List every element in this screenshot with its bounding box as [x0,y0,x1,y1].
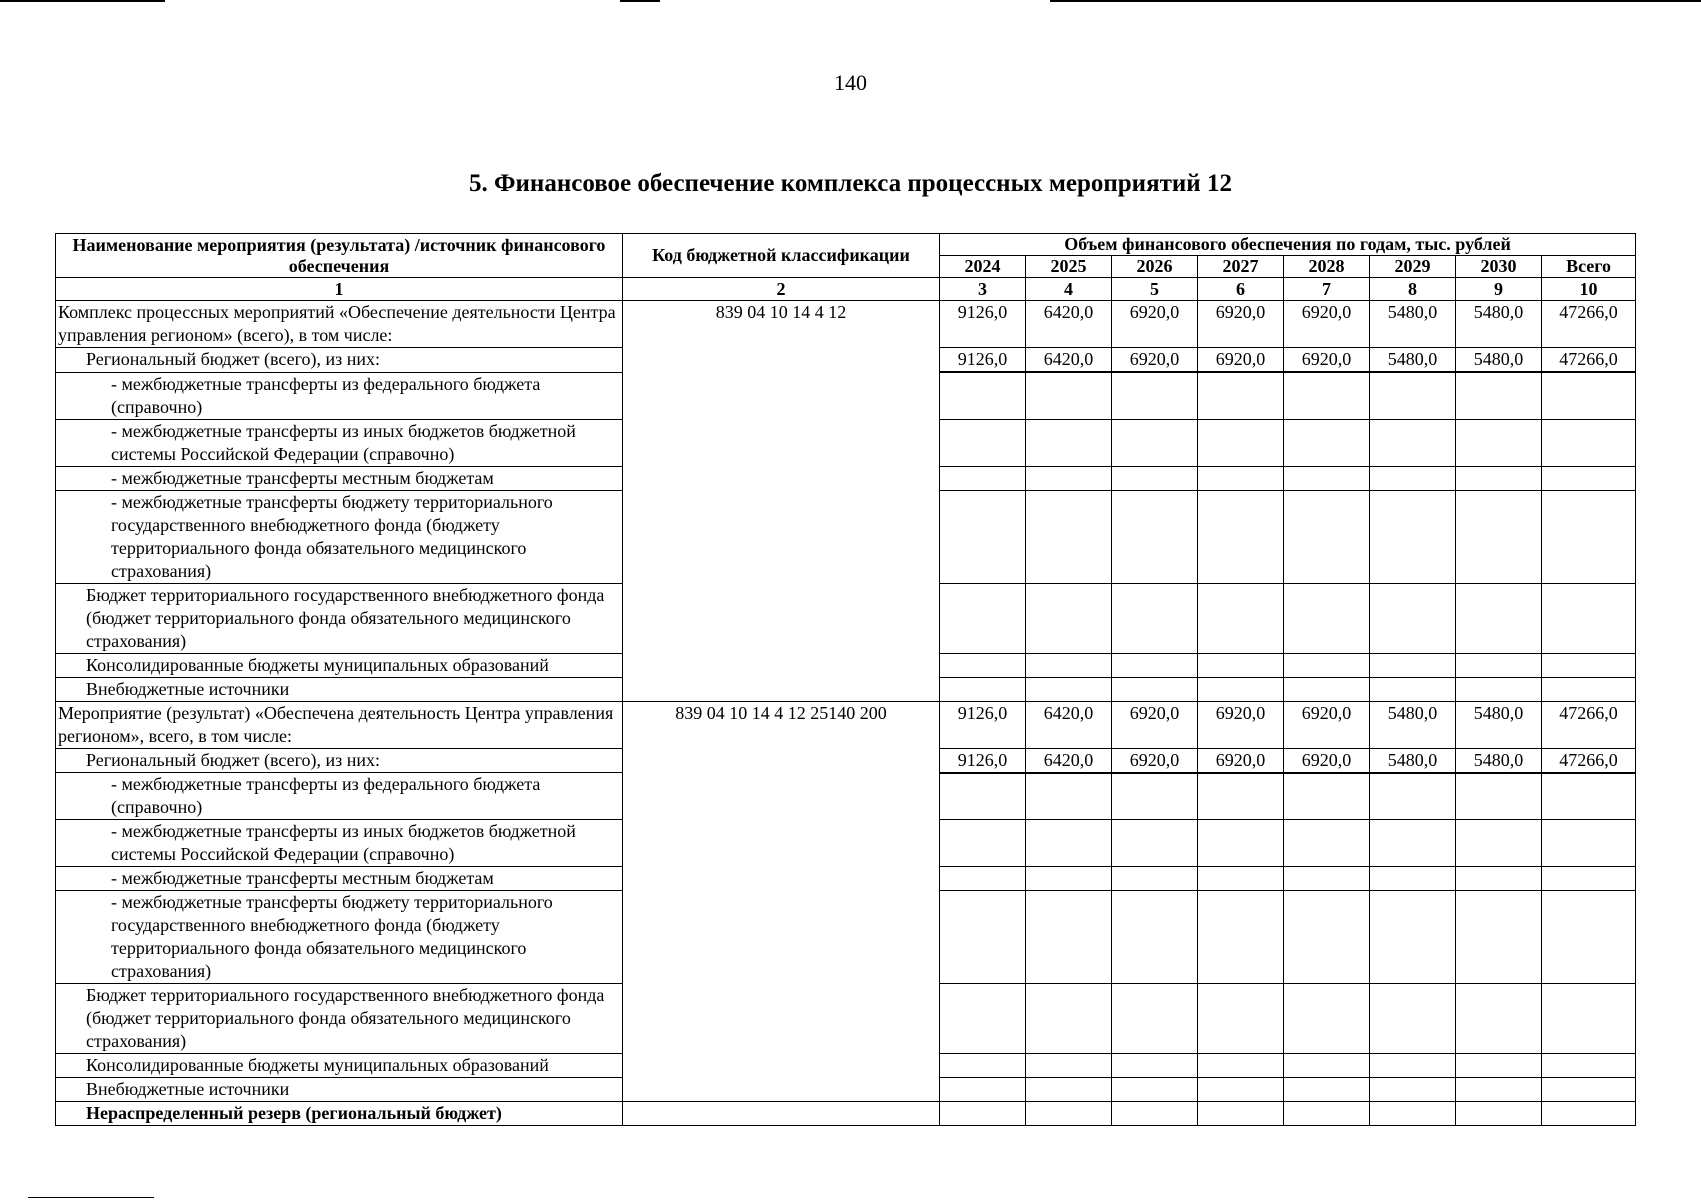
value-cell [1198,419,1284,466]
value-cell [1456,1078,1542,1102]
value-cell: 6920,0 [1112,348,1198,373]
value-cell [1370,1054,1456,1078]
value-cell: 47266,0 [1542,348,1636,373]
value-cell [940,820,1026,867]
value-cell [940,1078,1026,1102]
value-cell [1198,583,1284,653]
value-cell [1284,372,1370,419]
value-cell [1198,466,1284,490]
value-cell [1112,820,1198,867]
value-cell [1370,984,1456,1054]
value-cell [1198,820,1284,867]
row-name: - межбюджетные трансферты местным бюджетам [56,867,623,891]
table-header [56,234,1636,301]
value-cell [1542,820,1636,867]
value-cell [1456,891,1542,984]
value-cell [940,372,1026,419]
row-name: Бюджет территориального государственного внебюджетного фонда (бюджет территориального фонда обязательного медицинского страхования) [56,583,623,653]
value-cell: 6920,0 [1112,301,1198,348]
value-cell [1026,867,1112,891]
footnote-separator-line [28,1197,154,1198]
table-row [56,301,1636,348]
reserve-code-cell [623,1102,940,1126]
value-cell [1456,677,1542,701]
row-name: Мероприятие (результат) «Обеспечена деятельность Центра управления регионом», всего, в том числе: [56,701,623,748]
value-cell: 6920,0 [1198,348,1284,373]
header-index-9: 9 [1456,278,1542,301]
value-cell [1112,891,1198,984]
value-cell [1284,820,1370,867]
scan-edge-line-right [1050,0,1701,2]
value-cell: 9126,0 [940,748,1026,773]
header-year-7: 2030 [1456,256,1542,278]
reserve-row [56,1102,1636,1126]
value-cell [940,1102,1026,1126]
scan-edge-line-mid [620,0,660,2]
value-cell [1370,372,1456,419]
value-cell [940,1054,1026,1078]
value-cell [1284,677,1370,701]
row-name: Комплекс процессных мероприятий «Обеспечение деятельности Центра управления регионом» (всего), в том числе: [56,301,623,348]
value-cell: 9126,0 [940,348,1026,373]
row-name: Консолидированные бюджеты муниципальных образований [56,1054,623,1078]
value-cell [1370,583,1456,653]
value-cell [1284,867,1370,891]
value-cell: 5480,0 [1370,301,1456,348]
row-name: Внебюджетные источники [56,1078,623,1102]
value-cell [1112,466,1198,490]
value-cell [940,891,1026,984]
value-cell [940,677,1026,701]
value-cell [1542,372,1636,419]
value-cell: 5480,0 [1456,701,1542,748]
table-body [56,301,1636,1126]
value-cell [1284,891,1370,984]
value-cell [1456,372,1542,419]
value-cell [1284,490,1370,583]
value-cell [1026,1102,1112,1126]
value-cell [1026,372,1112,419]
value-cell [1026,653,1112,677]
value-cell [1284,466,1370,490]
header-volume-group: Объем финансового обеспечения по годам, тыс. рублей [940,234,1636,256]
budget-code-cell: 839 04 10 14 4 12 [623,301,940,702]
value-cell: 6420,0 [1026,348,1112,373]
header-year-1: 2024 [940,256,1026,278]
header-year-2: 2025 [1026,256,1112,278]
value-cell [1112,1054,1198,1078]
value-cell [1370,773,1456,820]
value-cell: 6920,0 [1112,701,1198,748]
value-cell [1284,984,1370,1054]
value-cell [1542,677,1636,701]
value-cell [940,984,1026,1054]
value-cell [1112,867,1198,891]
value-cell [1456,820,1542,867]
row-name: Региональный бюджет (всего), из них: [56,748,623,773]
value-cell [940,653,1026,677]
value-cell [1112,653,1198,677]
value-cell [1026,773,1112,820]
value-cell [1542,583,1636,653]
value-cell: 6920,0 [1198,748,1284,773]
row-name: - межбюджетные трансферты местным бюджетам [56,466,623,490]
value-cell [940,466,1026,490]
page-number: 140 [834,70,867,95]
value-cell [1026,1078,1112,1102]
value-cell [1542,891,1636,984]
header-index-2: 2 [623,278,940,301]
row-name: - межбюджетные трансферты из федерального бюджета (справочно) [56,773,623,820]
value-cell [1198,891,1284,984]
header-index-6: 6 [1198,278,1284,301]
value-cell [1370,466,1456,490]
value-cell [1026,820,1112,867]
value-cell: 6920,0 [1198,701,1284,748]
value-cell: 6420,0 [1026,301,1112,348]
value-cell [940,490,1026,583]
value-cell [1112,984,1198,1054]
value-cell [1284,1078,1370,1102]
value-cell [1198,490,1284,583]
value-cell [1542,490,1636,583]
value-cell: 6920,0 [1284,701,1370,748]
header-code-column: Код бюджетной классификации [623,234,940,278]
value-cell [1456,419,1542,466]
value-cell [1542,1078,1636,1102]
value-cell: 5480,0 [1370,748,1456,773]
value-cell [1112,773,1198,820]
row-name: Консолидированные бюджеты муниципальных образований [56,653,623,677]
value-cell [1456,583,1542,653]
value-cell: 6920,0 [1198,301,1284,348]
value-cell [1198,1078,1284,1102]
value-cell [1112,419,1198,466]
value-cell [1026,466,1112,490]
value-cell [1198,773,1284,820]
header-index-7: 7 [1284,278,1370,301]
value-cell [940,419,1026,466]
header-year-6: 2029 [1370,256,1456,278]
value-cell [1370,820,1456,867]
value-cell: 47266,0 [1542,301,1636,348]
header-year-8: Всего [1542,256,1636,278]
row-name: - межбюджетные трансферты из иных бюджетов бюджетной системы Российской Федерации (справочно) [56,419,623,466]
value-cell: 6920,0 [1284,748,1370,773]
value-cell: 6920,0 [1284,348,1370,373]
header-index-8: 8 [1370,278,1456,301]
value-cell [1284,1054,1370,1078]
reserve-row-name: Нераспределенный резерв (региональный бюджет) [56,1102,623,1126]
row-name: - межбюджетные трансферты бюджету территориального государственного внебюджетного фонда (бюджету территориального фонда обязательного медицинского страхования) [56,891,623,984]
value-cell [1370,490,1456,583]
value-cell [1112,677,1198,701]
value-cell: 6420,0 [1026,748,1112,773]
value-cell [1284,773,1370,820]
header-year-4: 2027 [1198,256,1284,278]
value-cell [1284,653,1370,677]
value-cell [1026,891,1112,984]
value-cell [1198,372,1284,419]
value-cell [1456,466,1542,490]
value-cell: 47266,0 [1542,701,1636,748]
value-cell [1542,419,1636,466]
value-cell [1456,984,1542,1054]
value-cell [1112,372,1198,419]
value-cell [1284,583,1370,653]
row-name: - межбюджетные трансферты из федерального бюджета (справочно) [56,372,623,419]
value-cell: 6920,0 [1112,748,1198,773]
value-cell: 47266,0 [1542,748,1636,773]
value-cell: 5480,0 [1456,748,1542,773]
value-cell [1456,653,1542,677]
header-index-5: 5 [1112,278,1198,301]
value-cell: 5480,0 [1456,301,1542,348]
value-cell [1112,583,1198,653]
value-cell [1112,1078,1198,1102]
value-cell [1026,984,1112,1054]
value-cell [1284,1102,1370,1126]
row-name: Бюджет территориального государственного внебюджетного фонда (бюджет территориального фонда обязательного медицинского страхования) [56,984,623,1054]
value-cell [1198,1102,1284,1126]
value-cell [1370,677,1456,701]
row-name: Региональный бюджет (всего), из них: [56,348,623,373]
value-cell [1370,1102,1456,1126]
value-cell [1456,1054,1542,1078]
value-cell [1370,1078,1456,1102]
value-cell [940,583,1026,653]
value-cell [1542,1054,1636,1078]
value-cell [1456,490,1542,583]
value-cell: 6420,0 [1026,701,1112,748]
value-cell: 5480,0 [1456,348,1542,373]
value-cell [1542,1102,1636,1126]
value-cell [1198,653,1284,677]
header-year-3: 2026 [1112,256,1198,278]
scan-edge-line-left [0,0,165,2]
value-cell [1198,867,1284,891]
header-index-3: 3 [940,278,1026,301]
value-cell [1456,773,1542,820]
financing-table [55,233,1636,1126]
value-cell [1198,677,1284,701]
value-cell: 6920,0 [1284,301,1370,348]
header-index-row [56,278,1636,301]
value-cell [1370,867,1456,891]
budget-code-cell: 839 04 10 14 4 12 25140 200 [623,701,940,1102]
row-name: - межбюджетные трансферты из иных бюджетов бюджетной системы Российской Федерации (справочно) [56,820,623,867]
value-cell [1456,1102,1542,1126]
value-cell [1026,583,1112,653]
value-cell [1542,773,1636,820]
row-name: Внебюджетные источники [56,677,623,701]
value-cell [1542,466,1636,490]
value-cell: 9126,0 [940,301,1026,348]
value-cell: 5480,0 [1370,701,1456,748]
value-cell [1026,677,1112,701]
value-cell [1542,653,1636,677]
value-cell [940,867,1026,891]
value-cell [1456,867,1542,891]
value-cell [1370,653,1456,677]
row-name: - межбюджетные трансферты бюджету территориального государственного внебюджетного фонда (бюджету территориального фонда обязательного медицинского страхования) [56,490,623,583]
value-cell [1542,867,1636,891]
header-index-4: 4 [1026,278,1112,301]
value-cell [1542,984,1636,1054]
header-index-1: 1 [56,278,623,301]
header-index-10: 10 [1542,278,1636,301]
page-title: 5. Финансовое обеспечение комплекса процессных мероприятий 12 [469,170,1232,197]
table-row [56,701,1636,748]
value-cell [1198,1054,1284,1078]
value-cell [1112,1102,1198,1126]
value-cell [1284,419,1370,466]
value-cell [940,773,1026,820]
value-cell: 9126,0 [940,701,1026,748]
value-cell [1026,1054,1112,1078]
header-name-column: Наименование мероприятия (результата) /источник финансового обеспечения [56,234,623,278]
value-cell [1370,891,1456,984]
value-cell [1026,490,1112,583]
header-year-5: 2028 [1284,256,1370,278]
value-cell [1198,984,1284,1054]
value-cell [1026,419,1112,466]
value-cell [1112,490,1198,583]
value-cell [1370,419,1456,466]
value-cell: 5480,0 [1370,348,1456,373]
